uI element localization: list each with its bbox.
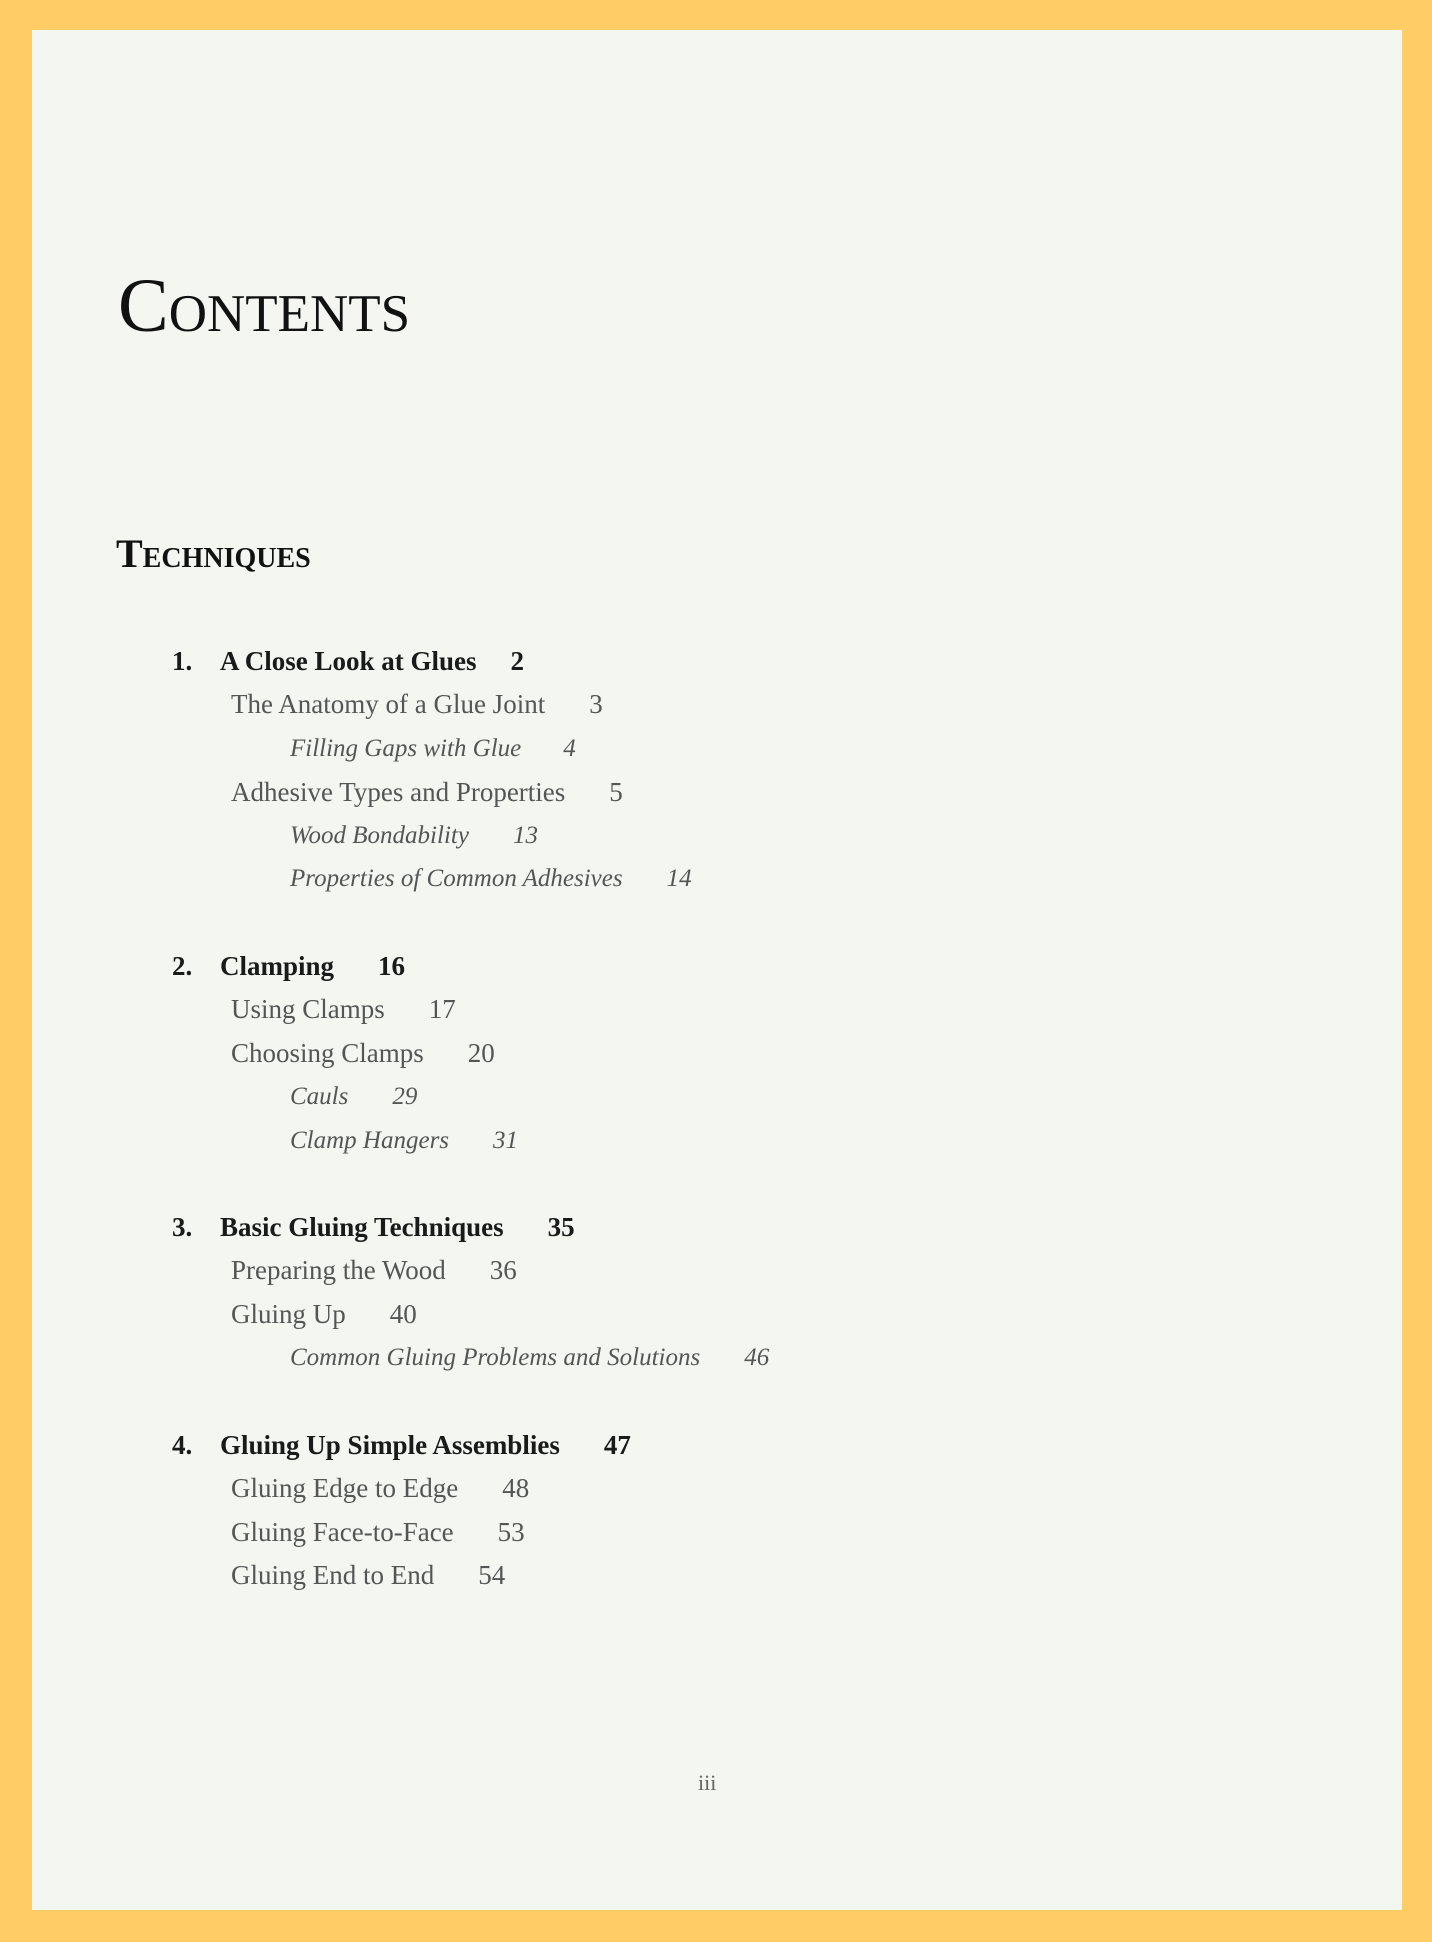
- entry-title: Cauls: [290, 1083, 349, 1110]
- section-heading: Techniques: [116, 531, 311, 576]
- toc-entry[interactable]: [231, 691, 603, 718]
- entry-title: Wood Bondability: [290, 822, 469, 849]
- toc-subentry[interactable]: [290, 1084, 417, 1109]
- entry-title: Gluing Edge to Edge: [231, 1473, 459, 1503]
- entry-page: 36: [489, 1255, 517, 1285]
- entry-page: 40: [389, 1299, 417, 1329]
- toc-chapter[interactable]: [172, 953, 405, 980]
- entry-title: Common Gluing Problems and Solutions: [290, 1344, 701, 1371]
- entry-title: Properties of Common Adhesives: [290, 865, 623, 892]
- entry-title: Filling Gaps with Glue: [290, 735, 522, 762]
- chapter-number: 2.: [172, 951, 193, 981]
- toc-entry[interactable]: [231, 1257, 517, 1284]
- toc-entry[interactable]: [231, 1519, 525, 1546]
- entry-page: 4: [563, 735, 576, 762]
- page-title: Contents: [118, 264, 411, 348]
- chapter-title: Basic Gluing Techniques: [220, 1212, 504, 1242]
- toc-entry[interactable]: [231, 996, 456, 1023]
- toc-chapter[interactable]: [172, 1432, 631, 1459]
- entry-title: Gluing Face-to-Face: [231, 1517, 454, 1547]
- toc-entry[interactable]: [231, 1562, 505, 1589]
- chapter-page: 16: [378, 951, 406, 981]
- toc-entry[interactable]: [231, 779, 623, 806]
- toc-subentry[interactable]: [290, 866, 692, 891]
- entry-title: The Anatomy of a Glue Joint: [231, 689, 546, 719]
- chapter-page: 47: [603, 1430, 631, 1460]
- chapter-page: 2: [510, 646, 525, 676]
- toc-entry[interactable]: [231, 1475, 529, 1502]
- toc-chapter[interactable]: [172, 1214, 575, 1241]
- chapter-number: 1.: [172, 646, 193, 676]
- entry-page: 29: [392, 1083, 418, 1110]
- entry-page: 53: [497, 1517, 525, 1547]
- toc-subentry[interactable]: [290, 1345, 769, 1370]
- book-page: [32, 30, 1402, 1910]
- entry-page: 48: [502, 1473, 530, 1503]
- entry-title: Gluing End to End: [231, 1560, 435, 1590]
- entry-title: Preparing the Wood: [231, 1255, 446, 1285]
- chapter-title: A Close Look at Glues: [220, 646, 477, 676]
- toc-entry[interactable]: [231, 1040, 495, 1067]
- chapter-number: 4.: [172, 1430, 193, 1460]
- entry-page: 14: [666, 865, 692, 892]
- toc-subentry[interactable]: [290, 736, 576, 761]
- entry-page: 5: [609, 777, 623, 807]
- entry-page: 13: [512, 822, 538, 849]
- entry-title: Using Clamps: [231, 994, 385, 1024]
- chapter-number: 3.: [172, 1212, 193, 1242]
- entry-title: Adhesive Types and Properties: [231, 777, 566, 807]
- chapter-title: Gluing Up Simple Assemblies: [220, 1430, 560, 1460]
- entry-page: 54: [478, 1560, 506, 1590]
- toc-subentry[interactable]: [290, 823, 538, 848]
- page-number: iii: [698, 1770, 717, 1795]
- entry-title: Gluing Up: [231, 1299, 346, 1329]
- chapter-title: Clamping: [220, 951, 335, 981]
- entry-page: 46: [744, 1344, 770, 1371]
- toc-chapter[interactable]: [172, 648, 524, 675]
- entry-page: 31: [493, 1127, 519, 1154]
- entry-page: 3: [589, 689, 603, 719]
- toc-subentry[interactable]: [290, 1128, 518, 1153]
- entry-title: Clamp Hangers: [290, 1127, 450, 1154]
- entry-page: 17: [428, 994, 456, 1024]
- chapter-page: 35: [547, 1212, 575, 1242]
- entry-title: Choosing Clamps: [231, 1038, 424, 1068]
- entry-page: 20: [467, 1038, 495, 1068]
- toc-entry[interactable]: [231, 1301, 417, 1328]
